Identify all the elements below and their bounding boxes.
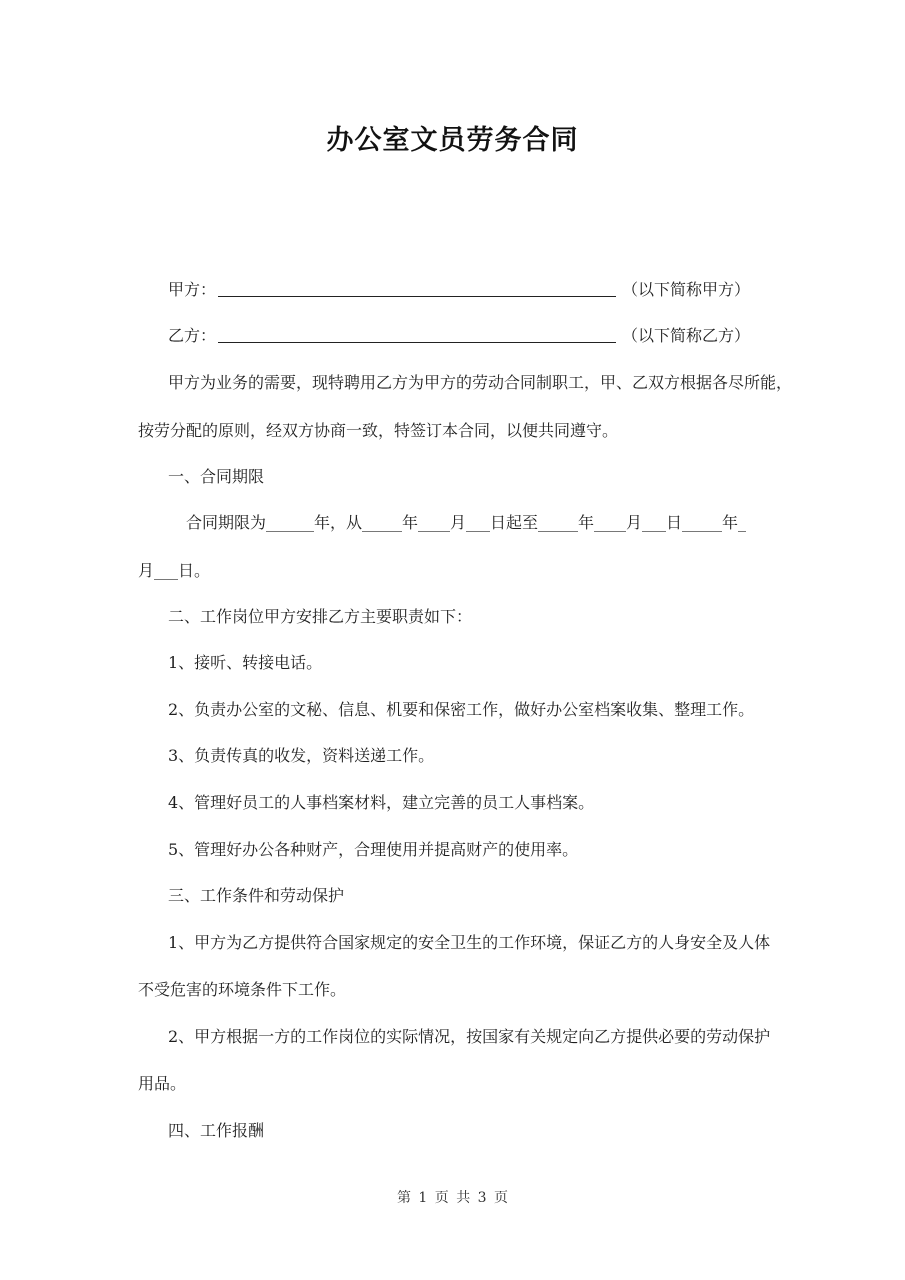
duty-item: 2、负责办公室的文秘、信息、机要和保密工作，做好办公室档案收集、整理工作。 [168, 700, 755, 719]
party-b-label: 乙方： [168, 326, 217, 345]
document-title: 办公室文员劳务合同 [326, 125, 579, 156]
party-b-blank [218, 326, 616, 343]
party-b-line [168, 325, 751, 347]
condition-1-line-2: 不受危害的环境条件下工作。 [138, 980, 347, 999]
section-3-heading: 三、工作条件和劳动保护 [168, 886, 345, 905]
duty-item: 4、管理好员工的人事档案材料，建立完善的员工人事档案。 [168, 793, 595, 812]
duty-item: 1、接听、转接电话。 [168, 653, 323, 672]
duty-item: 5、管理好办公各种财产，合理使用并提高财产的使用率。 [168, 840, 579, 859]
party-a-note: （以下简称甲方） [622, 280, 751, 299]
section-4-heading: 四、工作报酬 [168, 1121, 265, 1140]
condition-1-line-1: 1、甲方为乙方提供符合国家规定的安全卫生的工作环境，保证乙方的人身安全及人体 [168, 933, 771, 952]
section-2-heading: 二、工作岗位甲方安排乙方主要职责如下： [168, 607, 473, 626]
intro-line-2: 按劳分配的原则，经双方协商一致，特签订本合同，以便共同遵守。 [138, 421, 619, 440]
section-1-heading: 一、合同期限 [168, 467, 265, 486]
term-line-2: 月___日。 [138, 561, 211, 580]
duty-item: 3、负责传真的收发，资料送递工作。 [168, 746, 435, 765]
party-b-note: （以下简称乙方） [622, 326, 751, 345]
intro-line-1: 甲方为业务的需要，现特聘用乙方为甲方的劳动合同制职工，甲、乙双方根据各尽所能， [168, 373, 793, 392]
party-a-blank [218, 280, 616, 297]
condition-2-line-1: 2、甲方根据一方的工作岗位的实际情况，按国家有关规定向乙方提供必要的劳动保护 [168, 1027, 771, 1046]
term-line-1: 合同期限为______年，从_____年____月___日起至_____年____月___日_____年_ [186, 513, 747, 532]
page-indicator: 第 1 页 共 3 页 [396, 1190, 509, 1206]
party-a-label: 甲方： [168, 280, 217, 299]
condition-2-line-2: 用品。 [138, 1074, 187, 1093]
party-a-line [168, 279, 751, 301]
